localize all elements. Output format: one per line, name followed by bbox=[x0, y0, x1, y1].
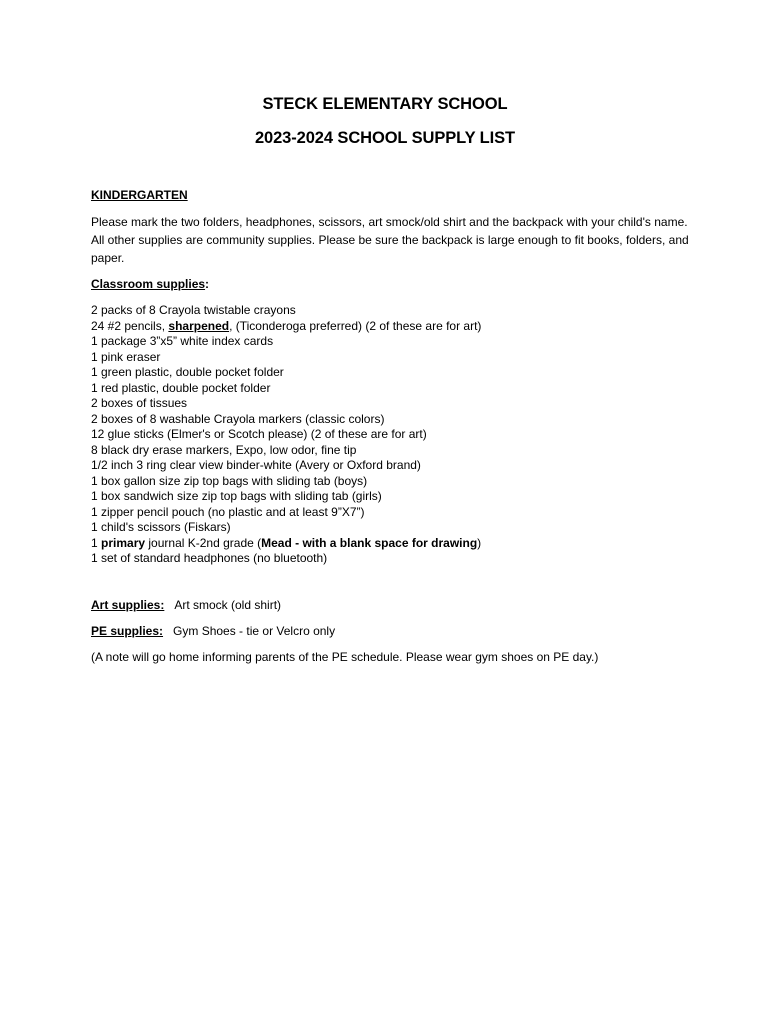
school-name-title: STECK ELEMENTARY SCHOOL bbox=[262, 95, 508, 113]
list-item: 1 green plastic, double pocket folder bbox=[91, 365, 284, 379]
list-item: 1 child's scissors (Fiskars) bbox=[91, 520, 231, 534]
list-item bbox=[91, 536, 481, 552]
list-item: 12 glue sticks (Elmer's or Scotch please) (2 of these are for art) bbox=[91, 427, 427, 441]
intro-paragraph: Please mark the two folders, headphones, scissors, art smock/old shirt and the backpack with your child's name. All other supplies are community supplies. Please be sure the backpack is large enough to fit books, folders, and paper. bbox=[91, 215, 689, 265]
classroom-supply-list bbox=[91, 303, 481, 567]
list-item: 1 box sandwich size zip top bags with sliding tab (girls) bbox=[91, 489, 382, 503]
list-item-text: 24 #2 pencils, bbox=[91, 318, 169, 333]
list-item: 1 red plastic, double pocket folder bbox=[91, 380, 271, 395]
list-item: 1/2 inch 3 ring clear view binder-white (Avery or Oxford brand) bbox=[91, 458, 421, 472]
classroom-supplies-label: Classroom supplies bbox=[91, 277, 206, 291]
list-item-text: ) bbox=[477, 535, 482, 550]
list-item: 1 package 3”x5” white index cards bbox=[91, 334, 274, 348]
classroom-supplies-colon: : bbox=[205, 277, 210, 291]
pe-supplies-line bbox=[91, 624, 335, 638]
list-item: 8 black dry erase markers, Expo, low odor, fine tip bbox=[91, 442, 357, 457]
list-item-text: journal K-2nd grade ( bbox=[145, 535, 262, 550]
pe-schedule-note: (A note will go home informing parents of the PE schedule. Please wear gym shoes on PE day.) bbox=[91, 650, 599, 664]
list-item-emphasis: primary bbox=[101, 535, 146, 550]
list-item: 2 boxes of 8 washable Crayola markers (classic colors) bbox=[91, 411, 385, 426]
classroom-supplies-heading bbox=[91, 277, 209, 291]
grade-heading: KINDERGARTEN bbox=[91, 188, 188, 202]
pe-supplies-label: PE supplies: bbox=[91, 624, 164, 638]
art-supplies-line bbox=[91, 598, 281, 612]
list-item-emphasis: Mead - with a blank space for drawing bbox=[261, 535, 478, 550]
supply-list-title: 2023-2024 SCHOOL SUPPLY LIST bbox=[254, 129, 516, 147]
list-item-emphasis: sharpened bbox=[168, 318, 230, 333]
list-item-text: , (Ticonderoga preferred) (2 of these are for art) bbox=[229, 318, 482, 333]
list-item: 2 boxes of tissues bbox=[91, 396, 188, 410]
list-item: 1 pink eraser bbox=[91, 349, 161, 364]
pe-supplies-value: Gym Shoes - tie or Velcro only bbox=[173, 624, 336, 638]
list-item: 1 set of standard headphones (no bluetooth) bbox=[91, 551, 328, 565]
list-item: 1 zipper pencil pouch (no plastic and at least 9”X7”) bbox=[91, 504, 365, 519]
list-item-text: 1 bbox=[91, 535, 102, 550]
art-supplies-value: Art smock (old shirt) bbox=[174, 598, 282, 612]
art-supplies-label: Art supplies: bbox=[91, 598, 165, 612]
list-item: 1 box gallon size zip top bags with sliding tab (boys) bbox=[91, 473, 368, 488]
list-item: 2 packs of 8 Crayola twistable crayons bbox=[91, 303, 296, 317]
list-item bbox=[91, 319, 481, 335]
